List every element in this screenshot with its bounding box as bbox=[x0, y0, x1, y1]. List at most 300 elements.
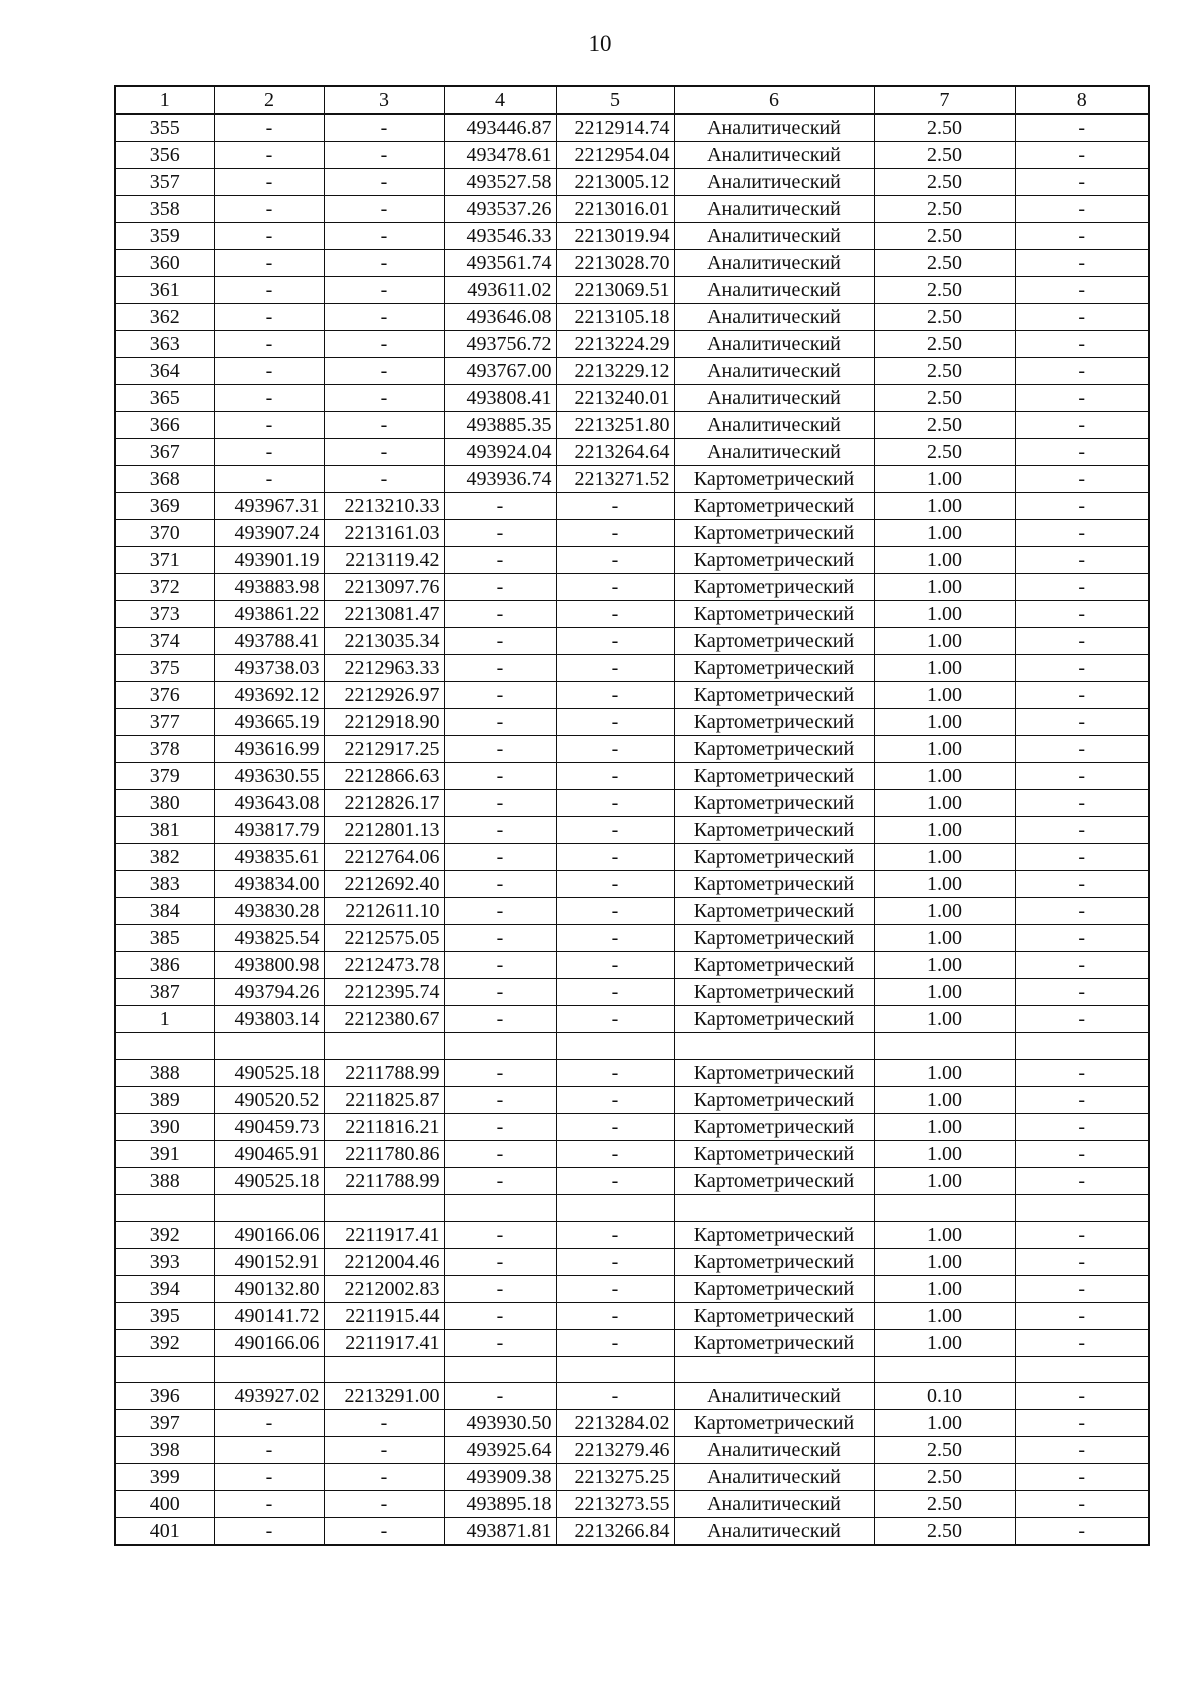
accuracy-cell: 1.00 bbox=[874, 1086, 1015, 1113]
method-cell: Аналитический bbox=[674, 1437, 874, 1464]
y-cell: - bbox=[556, 709, 674, 736]
method-cell: Картометрический bbox=[674, 979, 874, 1006]
y-cell: 2213279.46 bbox=[556, 1437, 674, 1464]
y-cell: 2213284.02 bbox=[556, 1410, 674, 1437]
x-cell: 493794.26 bbox=[214, 979, 324, 1006]
note-cell: - bbox=[1015, 114, 1149, 142]
note-cell: - bbox=[1015, 1059, 1149, 1086]
table-row bbox=[115, 1248, 1149, 1275]
y-cell: - bbox=[556, 601, 674, 628]
accuracy-cell: 2.50 bbox=[874, 142, 1015, 169]
x-cell: - bbox=[214, 1491, 324, 1518]
table-row bbox=[115, 358, 1149, 385]
y-cell: - bbox=[324, 196, 444, 223]
method-cell: Аналитический bbox=[674, 439, 874, 466]
table-row bbox=[115, 331, 1149, 358]
y-cell: 2211917.41 bbox=[324, 1221, 444, 1248]
y-cell: - bbox=[556, 1086, 674, 1113]
x-cell: - bbox=[444, 1383, 556, 1410]
point-number-cell: 392 bbox=[115, 1329, 214, 1356]
x-cell: 490459.73 bbox=[214, 1113, 324, 1140]
x-cell: 493825.54 bbox=[214, 925, 324, 952]
x-cell bbox=[444, 1194, 556, 1221]
x-cell: 490132.80 bbox=[214, 1275, 324, 1302]
x-cell: - bbox=[444, 736, 556, 763]
note-cell: - bbox=[1015, 412, 1149, 439]
table-row bbox=[115, 277, 1149, 304]
x-cell: - bbox=[214, 250, 324, 277]
y-cell: - bbox=[324, 358, 444, 385]
point-number-cell: 398 bbox=[115, 1437, 214, 1464]
method-cell: Аналитический bbox=[674, 223, 874, 250]
y-cell: 2213005.12 bbox=[556, 169, 674, 196]
table-row bbox=[115, 979, 1149, 1006]
x-cell: - bbox=[444, 1113, 556, 1140]
note-cell: - bbox=[1015, 1491, 1149, 1518]
table-row bbox=[115, 817, 1149, 844]
x-cell: 493885.35 bbox=[444, 412, 556, 439]
method-cell: Картометрический bbox=[674, 925, 874, 952]
x-cell: 493800.98 bbox=[214, 952, 324, 979]
y-cell: 2213224.29 bbox=[556, 331, 674, 358]
table-row bbox=[115, 655, 1149, 682]
x-cell: 493527.58 bbox=[444, 169, 556, 196]
accuracy-cell: 2.50 bbox=[874, 169, 1015, 196]
note-cell: - bbox=[1015, 628, 1149, 655]
table-row bbox=[115, 1194, 1149, 1221]
table-row bbox=[115, 547, 1149, 574]
y-cell: 2212575.05 bbox=[324, 925, 444, 952]
accuracy-cell: 1.00 bbox=[874, 1410, 1015, 1437]
x-cell: 493895.18 bbox=[444, 1491, 556, 1518]
y-cell: 2212954.04 bbox=[556, 142, 674, 169]
x-cell: 490525.18 bbox=[214, 1059, 324, 1086]
x-cell: 490141.72 bbox=[214, 1302, 324, 1329]
table-row bbox=[115, 1518, 1149, 1546]
table-row bbox=[115, 682, 1149, 709]
x-cell: - bbox=[444, 1329, 556, 1356]
x-cell: - bbox=[214, 439, 324, 466]
method-cell: Картометрический bbox=[674, 1140, 874, 1167]
accuracy-cell: 1.00 bbox=[874, 736, 1015, 763]
y-cell: - bbox=[324, 331, 444, 358]
x-cell: 493546.33 bbox=[444, 223, 556, 250]
table-row bbox=[115, 871, 1149, 898]
method-cell: Аналитический bbox=[674, 385, 874, 412]
method-cell: Аналитический bbox=[674, 114, 874, 142]
accuracy-cell: 1.00 bbox=[874, 1113, 1015, 1140]
note-cell: - bbox=[1015, 574, 1149, 601]
table-row bbox=[115, 898, 1149, 925]
x-cell: 493611.02 bbox=[444, 277, 556, 304]
note-cell bbox=[1015, 1194, 1149, 1221]
x-cell: - bbox=[214, 358, 324, 385]
note-cell: - bbox=[1015, 358, 1149, 385]
y-cell bbox=[556, 1356, 674, 1383]
y-cell: 2213097.76 bbox=[324, 574, 444, 601]
note-cell: - bbox=[1015, 655, 1149, 682]
accuracy-cell: 1.00 bbox=[874, 1329, 1015, 1356]
note-cell: - bbox=[1015, 682, 1149, 709]
y-cell: 2211915.44 bbox=[324, 1302, 444, 1329]
y-cell: - bbox=[324, 114, 444, 142]
point-number-cell: 389 bbox=[115, 1086, 214, 1113]
point-number-cell: 382 bbox=[115, 844, 214, 871]
y-cell: 2211788.99 bbox=[324, 1059, 444, 1086]
x-cell: - bbox=[214, 1437, 324, 1464]
x-cell: 493817.79 bbox=[214, 817, 324, 844]
y-cell: - bbox=[324, 304, 444, 331]
method-cell: Аналитический bbox=[674, 358, 874, 385]
method-cell: Картометрический bbox=[674, 655, 874, 682]
method-cell: Картометрический bbox=[674, 1275, 874, 1302]
method-cell: Картометрический bbox=[674, 871, 874, 898]
table-row bbox=[115, 250, 1149, 277]
x-cell: 493830.28 bbox=[214, 898, 324, 925]
accuracy-cell: 1.00 bbox=[874, 601, 1015, 628]
y-cell: - bbox=[556, 1140, 674, 1167]
x-cell bbox=[444, 1033, 556, 1060]
point-number-cell: 399 bbox=[115, 1464, 214, 1491]
note-cell: - bbox=[1015, 142, 1149, 169]
note-cell bbox=[1015, 1356, 1149, 1383]
table-row bbox=[115, 1383, 1149, 1410]
point-number-cell: 383 bbox=[115, 871, 214, 898]
table-row bbox=[115, 925, 1149, 952]
y-cell: 2212395.74 bbox=[324, 979, 444, 1006]
page-number: 10 bbox=[588, 31, 612, 56]
note-cell: - bbox=[1015, 331, 1149, 358]
point-number-cell: 364 bbox=[115, 358, 214, 385]
y-cell: - bbox=[556, 979, 674, 1006]
x-cell: 493925.64 bbox=[444, 1437, 556, 1464]
accuracy-cell: 2.50 bbox=[874, 1518, 1015, 1546]
x-cell: - bbox=[214, 385, 324, 412]
y-cell: - bbox=[556, 1248, 674, 1275]
y-cell: - bbox=[556, 925, 674, 952]
accuracy-cell: 2.50 bbox=[874, 250, 1015, 277]
x-cell: 493907.24 bbox=[214, 520, 324, 547]
method-cell: Аналитический bbox=[674, 331, 874, 358]
point-number-cell: 378 bbox=[115, 736, 214, 763]
y-cell: 2213264.64 bbox=[556, 439, 674, 466]
point-number-cell: 388 bbox=[115, 1059, 214, 1086]
accuracy-cell bbox=[874, 1194, 1015, 1221]
note-cell: - bbox=[1015, 196, 1149, 223]
y-cell: - bbox=[556, 682, 674, 709]
x-cell: 490166.06 bbox=[214, 1221, 324, 1248]
y-cell: 2213229.12 bbox=[556, 358, 674, 385]
column-header: 1 bbox=[115, 86, 214, 114]
x-cell: - bbox=[214, 142, 324, 169]
accuracy-cell: 1.00 bbox=[874, 898, 1015, 925]
note-cell: - bbox=[1015, 979, 1149, 1006]
x-cell: - bbox=[444, 655, 556, 682]
table-row bbox=[115, 1491, 1149, 1518]
accuracy-cell: 1.00 bbox=[874, 520, 1015, 547]
accuracy-cell: 2.50 bbox=[874, 1437, 1015, 1464]
y-cell: - bbox=[324, 466, 444, 493]
y-cell: - bbox=[556, 1059, 674, 1086]
x-cell: 490465.91 bbox=[214, 1140, 324, 1167]
accuracy-cell: 1.00 bbox=[874, 925, 1015, 952]
point-number-cell: 394 bbox=[115, 1275, 214, 1302]
y-cell: - bbox=[324, 1410, 444, 1437]
x-cell: - bbox=[214, 169, 324, 196]
point-number-cell: 400 bbox=[115, 1491, 214, 1518]
accuracy-cell: 1.00 bbox=[874, 979, 1015, 1006]
y-cell: - bbox=[324, 1518, 444, 1546]
method-cell: Картометрический bbox=[674, 628, 874, 655]
x-cell: 493643.08 bbox=[214, 790, 324, 817]
method-cell: Аналитический bbox=[674, 1383, 874, 1410]
x-cell: 493835.61 bbox=[214, 844, 324, 871]
table-row bbox=[115, 114, 1149, 142]
x-cell: - bbox=[444, 628, 556, 655]
x-cell: - bbox=[444, 601, 556, 628]
note-cell: - bbox=[1015, 1329, 1149, 1356]
y-cell bbox=[556, 1033, 674, 1060]
method-cell: Картометрический bbox=[674, 790, 874, 817]
y-cell: 2212473.78 bbox=[324, 952, 444, 979]
table-row bbox=[115, 763, 1149, 790]
note-cell: - bbox=[1015, 1221, 1149, 1248]
x-cell: 493767.00 bbox=[444, 358, 556, 385]
y-cell: 2213271.52 bbox=[556, 466, 674, 493]
x-cell: - bbox=[444, 520, 556, 547]
table-row bbox=[115, 412, 1149, 439]
accuracy-cell: 1.00 bbox=[874, 1059, 1015, 1086]
column-header: 7 bbox=[874, 86, 1015, 114]
note-cell bbox=[1015, 1033, 1149, 1060]
x-cell: 493478.61 bbox=[444, 142, 556, 169]
table-row bbox=[115, 1059, 1149, 1086]
y-cell: - bbox=[324, 250, 444, 277]
x-cell: - bbox=[214, 1464, 324, 1491]
method-cell: Картометрический bbox=[674, 682, 874, 709]
table-row bbox=[115, 493, 1149, 520]
table-row bbox=[115, 1329, 1149, 1356]
y-cell: 2212801.13 bbox=[324, 817, 444, 844]
accuracy-cell bbox=[874, 1033, 1015, 1060]
table-row bbox=[115, 1464, 1149, 1491]
method-cell: Картометрический bbox=[674, 520, 874, 547]
accuracy-cell: 2.50 bbox=[874, 223, 1015, 250]
point-number-cell bbox=[115, 1033, 214, 1060]
table-row bbox=[115, 385, 1149, 412]
x-cell: 490520.52 bbox=[214, 1086, 324, 1113]
accuracy-cell: 1.00 bbox=[874, 790, 1015, 817]
point-number-cell: 385 bbox=[115, 925, 214, 952]
table-row bbox=[115, 1167, 1149, 1194]
note-cell: - bbox=[1015, 169, 1149, 196]
x-cell: - bbox=[444, 574, 556, 601]
y-cell: - bbox=[556, 736, 674, 763]
x-cell: - bbox=[214, 1410, 324, 1437]
method-cell: Аналитический bbox=[674, 1464, 874, 1491]
table-row bbox=[115, 1033, 1149, 1060]
x-cell: - bbox=[444, 1086, 556, 1113]
y-cell: - bbox=[324, 169, 444, 196]
y-cell: 2213035.34 bbox=[324, 628, 444, 655]
note-cell: - bbox=[1015, 1006, 1149, 1033]
y-cell: 2213275.25 bbox=[556, 1464, 674, 1491]
accuracy-cell: 2.50 bbox=[874, 412, 1015, 439]
y-cell: 2211788.99 bbox=[324, 1167, 444, 1194]
x-cell: - bbox=[444, 1275, 556, 1302]
note-cell: - bbox=[1015, 1410, 1149, 1437]
y-cell: - bbox=[556, 520, 674, 547]
y-cell: 2212004.46 bbox=[324, 1248, 444, 1275]
accuracy-cell: 1.00 bbox=[874, 574, 1015, 601]
point-number-cell: 380 bbox=[115, 790, 214, 817]
x-cell: - bbox=[214, 196, 324, 223]
method-cell: Картометрический bbox=[674, 709, 874, 736]
note-cell: - bbox=[1015, 790, 1149, 817]
x-cell: - bbox=[444, 952, 556, 979]
y-cell: - bbox=[324, 1491, 444, 1518]
note-cell: - bbox=[1015, 223, 1149, 250]
y-cell: - bbox=[556, 1006, 674, 1033]
note-cell: - bbox=[1015, 763, 1149, 790]
accuracy-cell: 2.50 bbox=[874, 331, 1015, 358]
method-cell bbox=[674, 1033, 874, 1060]
table-row bbox=[115, 790, 1149, 817]
accuracy-cell: 1.00 bbox=[874, 682, 1015, 709]
y-cell: - bbox=[324, 1437, 444, 1464]
y-cell bbox=[556, 1194, 674, 1221]
table-row bbox=[115, 196, 1149, 223]
point-number-cell bbox=[115, 1194, 214, 1221]
point-number-cell: 377 bbox=[115, 709, 214, 736]
accuracy-cell: 2.50 bbox=[874, 1491, 1015, 1518]
point-number-cell: 386 bbox=[115, 952, 214, 979]
method-cell: Картометрический bbox=[674, 493, 874, 520]
point-number-cell: 359 bbox=[115, 223, 214, 250]
point-number-cell: 1 bbox=[115, 1006, 214, 1033]
column-header: 3 bbox=[324, 86, 444, 114]
x-cell: - bbox=[444, 763, 556, 790]
note-cell: - bbox=[1015, 925, 1149, 952]
point-number-cell: 366 bbox=[115, 412, 214, 439]
y-cell: - bbox=[556, 493, 674, 520]
table-row bbox=[115, 304, 1149, 331]
x-cell: - bbox=[214, 331, 324, 358]
table-row bbox=[115, 1140, 1149, 1167]
table-row bbox=[115, 1410, 1149, 1437]
x-cell: 493883.98 bbox=[214, 574, 324, 601]
method-cell: Аналитический bbox=[674, 196, 874, 223]
y-cell: - bbox=[556, 763, 674, 790]
x-cell bbox=[444, 1356, 556, 1383]
y-cell: 2212380.67 bbox=[324, 1006, 444, 1033]
point-number-cell: 381 bbox=[115, 817, 214, 844]
method-cell: Картометрический bbox=[674, 1059, 874, 1086]
x-cell: - bbox=[444, 1248, 556, 1275]
accuracy-cell: 1.00 bbox=[874, 1006, 1015, 1033]
method-cell: Картометрический bbox=[674, 1113, 874, 1140]
table-row bbox=[115, 466, 1149, 493]
x-cell: - bbox=[444, 844, 556, 871]
x-cell: - bbox=[214, 1518, 324, 1546]
y-cell: 2213210.33 bbox=[324, 493, 444, 520]
method-cell: Аналитический bbox=[674, 1518, 874, 1546]
x-cell: 493927.02 bbox=[214, 1383, 324, 1410]
note-cell: - bbox=[1015, 1140, 1149, 1167]
x-cell: 493871.81 bbox=[444, 1518, 556, 1546]
point-number-cell: 365 bbox=[115, 385, 214, 412]
y-cell: 2213081.47 bbox=[324, 601, 444, 628]
table-row bbox=[115, 1302, 1149, 1329]
method-cell: Картометрический bbox=[674, 817, 874, 844]
table-row bbox=[115, 601, 1149, 628]
y-cell: 2212926.97 bbox=[324, 682, 444, 709]
method-cell: Картометрический bbox=[674, 1086, 874, 1113]
x-cell bbox=[214, 1356, 324, 1383]
point-number-cell: 390 bbox=[115, 1113, 214, 1140]
y-cell: 2213119.42 bbox=[324, 547, 444, 574]
method-cell: Картометрический bbox=[674, 763, 874, 790]
note-cell: - bbox=[1015, 1302, 1149, 1329]
y-cell bbox=[324, 1033, 444, 1060]
note-cell: - bbox=[1015, 898, 1149, 925]
accuracy-cell: 2.50 bbox=[874, 385, 1015, 412]
method-cell: Картометрический bbox=[674, 1302, 874, 1329]
method-cell: Аналитический bbox=[674, 142, 874, 169]
point-number-cell: 356 bbox=[115, 142, 214, 169]
y-cell: - bbox=[324, 412, 444, 439]
y-cell: 2213266.84 bbox=[556, 1518, 674, 1546]
accuracy-cell: 1.00 bbox=[874, 817, 1015, 844]
point-number-cell: 397 bbox=[115, 1410, 214, 1437]
x-cell: - bbox=[444, 682, 556, 709]
method-cell: Картометрический bbox=[674, 952, 874, 979]
column-header: 6 bbox=[674, 86, 874, 114]
x-cell: - bbox=[444, 493, 556, 520]
x-cell: 493738.03 bbox=[214, 655, 324, 682]
point-number-cell: 375 bbox=[115, 655, 214, 682]
y-cell: - bbox=[324, 142, 444, 169]
x-cell: - bbox=[444, 817, 556, 844]
accuracy-cell: 2.50 bbox=[874, 277, 1015, 304]
y-cell: - bbox=[556, 1275, 674, 1302]
table-body bbox=[115, 114, 1149, 1545]
note-cell: - bbox=[1015, 1437, 1149, 1464]
point-number-cell: 384 bbox=[115, 898, 214, 925]
x-cell: - bbox=[444, 1006, 556, 1033]
y-cell: 2212917.25 bbox=[324, 736, 444, 763]
y-cell: - bbox=[556, 1383, 674, 1410]
accuracy-cell: 2.50 bbox=[874, 358, 1015, 385]
x-cell: 493692.12 bbox=[214, 682, 324, 709]
y-cell: 2213273.55 bbox=[556, 1491, 674, 1518]
point-number-cell: 370 bbox=[115, 520, 214, 547]
accuracy-cell: 1.00 bbox=[874, 1275, 1015, 1302]
accuracy-cell: 1.00 bbox=[874, 709, 1015, 736]
x-cell: - bbox=[214, 466, 324, 493]
table-row bbox=[115, 1275, 1149, 1302]
accuracy-cell: 2.50 bbox=[874, 1464, 1015, 1491]
point-number-cell: 395 bbox=[115, 1302, 214, 1329]
y-cell: - bbox=[556, 790, 674, 817]
method-cell bbox=[674, 1194, 874, 1221]
point-number-cell: 387 bbox=[115, 979, 214, 1006]
y-cell: 2213016.01 bbox=[556, 196, 674, 223]
point-number-cell: 360 bbox=[115, 250, 214, 277]
note-cell: - bbox=[1015, 601, 1149, 628]
table-row bbox=[115, 439, 1149, 466]
method-cell: Картометрический bbox=[674, 1329, 874, 1356]
